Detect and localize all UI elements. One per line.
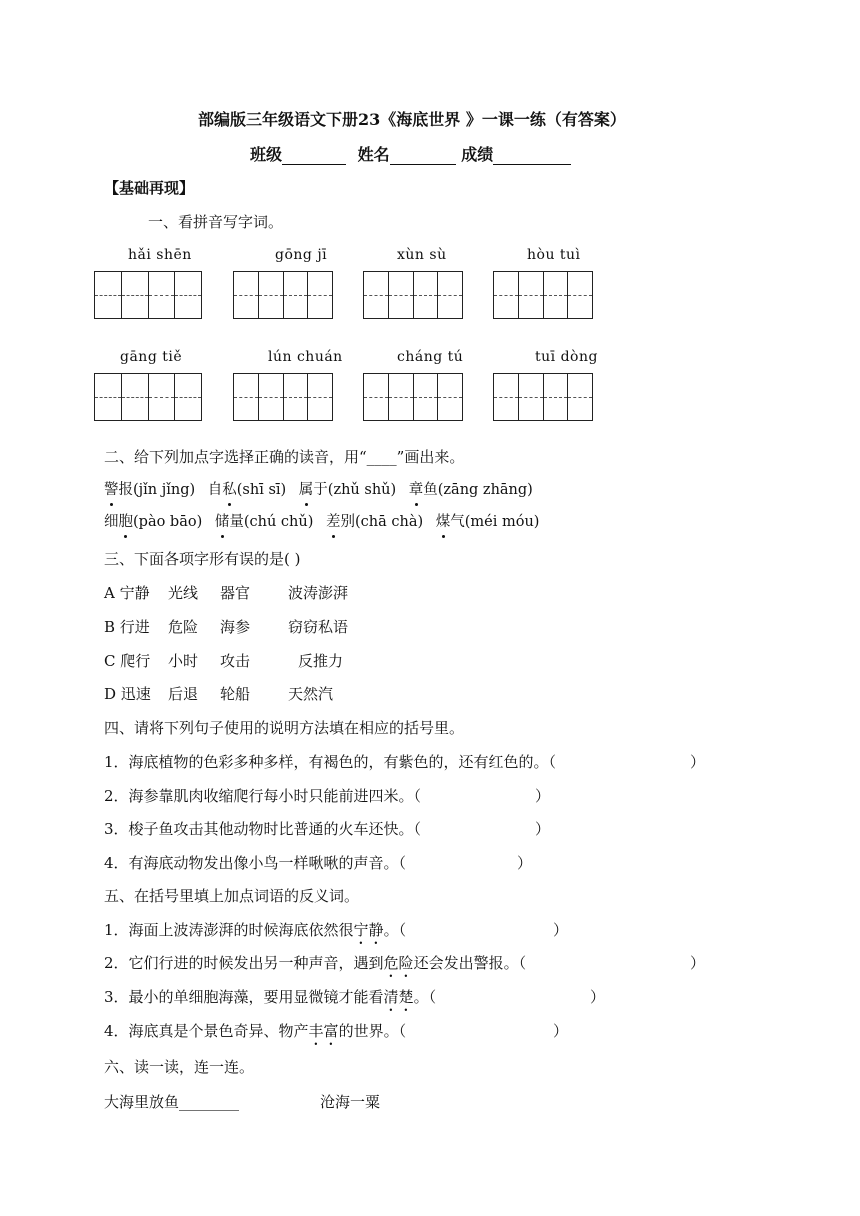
q2-line-2 [104,512,547,532]
q4-item-2: 2．海参靠肌肉收缩爬行每小时只能前进四米。（ [104,787,422,805]
class-blank[interactable] [282,148,346,165]
q5-close-4: ） [553,1022,569,1040]
page-title: 部编版三年级语文下册23《海底世界 》一课一练（有答案） [198,110,626,129]
q5-close-1: ） [553,921,569,939]
option-b[interactable]: B 行进 危险 海参 窃窃私语 [104,618,349,636]
name-blank[interactable] [390,148,456,165]
q4-title: 四、请将下列句子使用的说明方法填在相应的括号里。 [104,719,465,737]
writing-grid-4[interactable] [493,271,593,319]
pronounce-item: 细胞(pào bāo) [104,514,203,530]
pinyin-7: cháng tú [397,349,464,365]
pinyin-8: tuī dòng [535,349,598,365]
q5-item-3: 3．最小的单细胞海藻，要用显微镜才能看清楚。（ [104,988,437,1006]
q2-title: 二、给下列加点字选择正确的读音，用“____”画出来。 [104,448,465,466]
q5-item-4: 4．海底真是个景色奇异、物产丰富的世界。（ [104,1022,407,1040]
pinyin-2: gōng jī [275,247,328,263]
q5-close-2: ） [690,954,706,972]
info-line [250,145,571,165]
q4-close-2: ） [535,787,551,805]
pinyin-4: hòu tuì [527,247,581,263]
pronounce-item: 差别(chā chà) [326,514,424,530]
pronounce-item: 煤气(méi móu) [435,514,540,530]
name-label: 姓名 [357,145,390,164]
pinyin-1: hǎi shēn [128,247,192,263]
q5-item-2: 2．它们行进的时候发出另一种声音，遇到危险还会发出警报。（ [104,954,527,972]
q2-line-1 [104,480,541,500]
class-label: 班级 [250,145,283,164]
option-c[interactable]: C 爬行 小时 攻击 反推力 [104,652,344,670]
q4-close-3: ） [535,820,551,838]
section-basic: 【基础再现】 [104,179,195,197]
writing-grid-1[interactable] [94,271,202,319]
pronounce-item: 警报(jǐn jǐng) [104,482,196,498]
score-label: 成绩 [461,145,494,164]
match-left-item[interactable]: 大海里放鱼________ [104,1093,240,1111]
writing-grid-2[interactable] [233,271,333,319]
option-d[interactable]: D 迅速 后退 轮船 天然汽 [104,685,334,703]
option-a[interactable]: A 宁静 光线 器官 波涛澎湃 [104,584,349,602]
pinyin-6: lún chuán [268,349,343,365]
q3-title: 三、下面各项字形有误的是( ) [104,550,301,568]
q4-item-3: 3．梭子鱼攻击其他动物时比普通的火车还快。（ [104,820,422,838]
q4-item-4: 4．有海底动物发出像小鸟一样啾啾的声音。（ [104,854,407,872]
match-right-item[interactable]: 沧海一粟 [320,1093,381,1111]
q4-close-1: ） [690,753,706,771]
pinyin-3: xùn sù [397,247,447,263]
q5-close-3: ） [590,988,606,1006]
q1-title: 一、看拼音写字词。 [148,213,284,231]
pinyin-5: gāng tiě [120,349,183,365]
pronounce-item: 自私(shī sī) [207,482,287,498]
writing-grid-5[interactable] [94,373,202,421]
q5-item-1: 1．海面上波涛澎湃的时候海底依然很宁静。（ [104,921,407,939]
writing-grid-6[interactable] [233,373,333,421]
q4-close-4: ） [517,854,533,872]
writing-grid-3[interactable] [363,271,463,319]
writing-grid-7[interactable] [363,373,463,421]
pronounce-item: 属于(zhǔ shǔ) [298,482,397,498]
pronounce-item: 储量(chú chǔ) [214,514,314,530]
q6-title: 六、读一读，连一连。 [104,1058,255,1076]
writing-grid-8[interactable] [493,373,593,421]
q4-item-1: 1．海底植物的色彩多种多样，有褐色的，有紫色的，还有红色的。（ [104,753,557,771]
q5-title: 五、在括号里填上加点词语的反义词。 [104,887,360,905]
score-blank[interactable] [493,148,571,165]
pronounce-item: 章鱼(zāng zhāng) [408,482,533,498]
